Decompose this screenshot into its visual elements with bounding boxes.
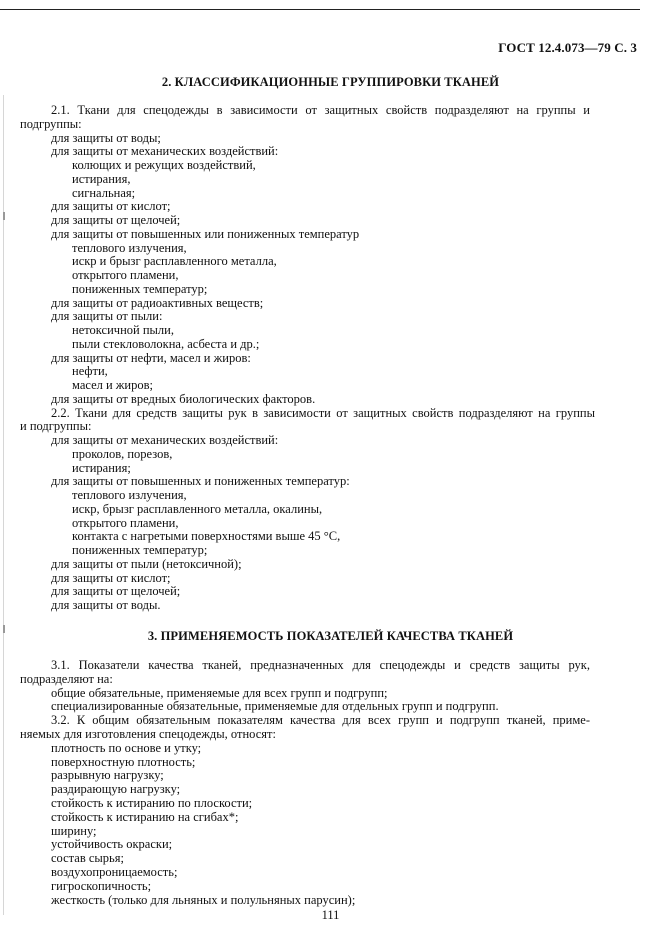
text-line: для защиты от кислот; [51,199,171,214]
text-line: стойкость к истиранию по плоскости; [51,796,253,810]
text-line: устойчивость окраски; [51,837,173,852]
text-line: нефти, [72,364,108,379]
text-line: пониженных температур; [72,543,208,557]
text-line: для защиты от щелочей; [51,213,181,227]
text-line: нетоксичной пыли, [72,323,174,337]
text-line: для защиты от вредных биологических факторов. [51,391,316,406]
page-number: 111 [321,908,340,922]
text-line: искр, брызг расплавленного металла, окалины, [72,501,323,516]
top-rule [0,9,640,10]
text-line: для защиты от кислот; [51,570,171,585]
text-line: стойкость к истиранию на сгибах*; [51,809,239,824]
section-3-heading: 3. ПРИМЕНЯЕМОСТЬ ПОКАЗАТЕЛЕЙ КАЧЕСТВА ТКАНЕЙ [147,629,514,643]
text-line: для защиты от щелочей; [51,584,181,599]
text-line: 3.2. К общим обязательным показателям качества для всех групп и подгрупп тканей, приме- [51,714,590,728]
text-line: ширину; [51,823,97,838]
text-line: воздухопроницаемость; [51,865,178,879]
text-line: сигнальная; [72,185,136,200]
text-line: для защиты от воды; [51,130,161,145]
text-line: контакта с нагретыми поверхностями выше 45 °С, [72,529,341,544]
text-line: теплового излучения, [72,240,187,255]
document-reference: ГОСТ 12.4.073—79 С. 3 [498,40,637,55]
text-line: плотность по основе и утку; [51,740,202,755]
text-line: для защиты от пыли: [51,309,163,324]
text-line: истирания, [72,171,131,186]
text-line: пыли стекловолокна, асбеста и др.; [72,336,260,351]
text-line: жесткость (только для льняных и полульняных парусин); [51,892,356,907]
text-line: для защиты от радиоактивных веществ; [51,295,264,310]
text-line: состав сырья; [51,851,124,866]
text-line: пониженных температур; [72,281,208,296]
text-line: и подгруппы: [20,419,92,434]
text-line: для защиты от повышенных или пониженных температур [51,226,360,241]
text-line: няемых для изготовления спецодежды, относят: [20,727,276,741]
text-line: искр и брызг расплавленного металла, [72,254,277,269]
text-line: 2.2. Ткани для средств защиты рук в зависимости от защитных свойств подразделяют на группы [51,406,595,420]
text-line: 2.1. Ткани для спецодежды в зависимости от защитных свойств подразделяют на группы и [51,104,590,117]
text-line: разрывную нагрузку; [51,768,164,783]
text-line: для защиты от нефти, масел и жиров: [51,350,251,365]
text-line: 3.1. Показатели качества тканей, предназначенных для спецодежды и средств защиты рук, [51,659,590,672]
text-line: проколов, порезов, [72,446,173,461]
text-line: для защиты от пыли (нетоксичной); [51,556,242,571]
text-line: масел и жиров; [72,378,153,392]
text-line: раздирающую нагрузку; [51,782,181,797]
text-line: теплового излучения, [72,488,187,502]
text-line: подгруппы: [20,116,82,131]
section-2-heading: 2. КЛАССИФИКАЦИОННЫЕ ГРУППИРОВКИ ТКАНЕЙ [161,75,500,89]
text-line: поверхностную плотность; [51,754,196,769]
text-line: открытого пламени, [72,268,179,282]
text-line: общие обязательные, применяемые для всех групп и подгрупп; [51,685,388,700]
text-line: колющих и режущих воздействий, [72,158,256,172]
text-line: для защиты от механических воздействий: [51,144,279,159]
text-line: для защиты от повышенных и пониженных температур: [51,474,350,489]
text-line: для защиты от воды. [51,598,161,612]
text-line: специализированные обязательные, применяемые для отдельных групп и подгрупп. [51,699,499,714]
text-line: открытого пламени, [72,515,179,530]
text-line: для защиты от механических воздействий: [51,433,279,447]
scan-mark [3,212,5,220]
text-line: гигроскопичность; [51,878,152,893]
text-line: истирания; [72,460,131,475]
text-line: подразделяют на: [20,671,113,686]
